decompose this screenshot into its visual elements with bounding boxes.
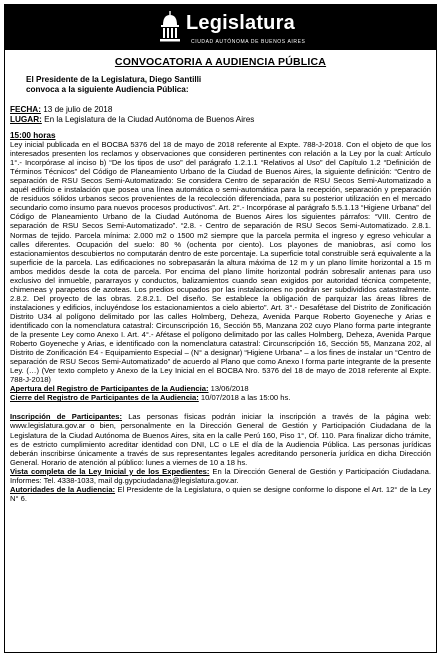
cierre-value: 10/07/2018 a las 15:00 hs. (198, 393, 291, 403)
hora-heading: 15:00 horas (10, 131, 56, 140)
brand-name: Legislatura (186, 12, 295, 34)
fecha-value: 13 de julio de 2018 (40, 105, 113, 114)
cierre-row (10, 393, 431, 402)
intro-line-1: El Presidente de la Legislatura, Diego Santilli (26, 75, 202, 84)
building-dome-icon (158, 11, 182, 43)
vista-label: Vista completa de la Ley Inicial y de los Expedientes: (10, 466, 210, 476)
inscripcion-value: Las personas físicas podrán iniciar la inscripción a través de la página web: www.legislatura.gov.ar o bien, personalmente en la Dirección General de Gestión y Participación Ciudadana de la Legislatura de la Ciudad Autónoma de Buenos Aires, sita en la calle Perú 160, Piso 1°, Of. 110. Para finalizar dicho trámite, es de estricto cumplimiento acreditar identidad con DNI, LC o LE el día de la Audiencia Pública. Las personas jurídicas deberán inscribirse únicamente a través de sus representantes legales acreditando personería jurídica en dicha Dirección General. Horario de atención al público: lunes a viernes de 10 a 18 hs. (10, 412, 432, 467)
fecha-label: FECHA: (10, 105, 41, 114)
lugar-row (10, 115, 436, 125)
apertura-label: Apertura del Registro de Participantes de la Audiencia: (10, 384, 209, 394)
intro-line-2: convoca a la siguiente Audiencia Pública: (26, 85, 189, 94)
lugar-value: En la Legislatura de la Ciudad Autónoma de Buenos Aires (41, 115, 255, 124)
notice-page (4, 4, 437, 653)
autoridades-row (10, 485, 431, 503)
autoridades-label: Autoridades de la Audiencia: (10, 484, 116, 494)
vista-value: En la Dirección General de Gestión y Participación Ciudadana. Informes: Tel. 4338-1033, mail dg.gypciudadana@legislatura.gov.ar. (10, 466, 431, 485)
brand-subtitle: CIUDAD AUTÓNOMA DE BUENOS AIRES (191, 39, 306, 45)
cierre-label: Cierre del Registro de Participantes de la Audiencia: (10, 393, 199, 403)
header-banner (5, 5, 436, 50)
fecha-row (10, 105, 436, 115)
vista-row (10, 467, 431, 485)
intro-block (26, 75, 436, 95)
lugar-label: LUGAR: (10, 115, 42, 124)
apertura-value: 13/06/2018 (208, 384, 249, 394)
ley-paragraph: Ley inicial publicada en el BOCBA 5376 del 18 de mayo de 2018 referente al Expte. 788-J-2018. Con el objeto de que los interesados presenten los reclamos y observaciones que consideren pertinentes con relación a la Ley por la cual: Artículo 1°.- Incorpórase al inciso b) “De los tipos de uso” del parágrafo 1.2.1.1 “Relativos al Uso” del Capítulo 1.2 “Definición de Términos Técnicos” del Código de Planeamiento Urbano de la Ciudad de Buenos Aires, la siguiente definición: “Centro de separación de RSU Secos Semi-Automatizado: Se considera Centro de separación de RSU Secos Semi-Automatizado a aquél edificio e instalación que posea una línea automática o semi-automática para la recepción, separación y preparación de residuos sólidos urbanos secos provenientes de la recolección diferenciada, para su posterior utilización en el mercado secundario como insumo para nuevos procesos productivos”. Art. 2°.- Incorpórase al parágrafo 5.5.1.13 “Higiene Urbana” del Código de Planeamiento Urbano de la Ciudad Autónoma de Buenos Aires los siguientes párrafos: “VIII. Centro de separación de RSU Secos Semi-Automatizado”. “2.8. - Centro de separación de RSU Secos Semi-Automatizado. 2.8.1. Normas de tejido. Parcela mínima: 2.000 m2 o 1500 m2 siempre que la parcela permita el ingreso y egreso vehicular a calles diferentes. Ocupación del suelo: 80 % (ochenta por ciento). Los playones de maniobras, así como los estacionamientos descubiertos no computarán dentro de este porcentaje. La superficie total construible será equivalente a la superficie de la parcela. Las edificaciones no sobrepasarán la altura máxima de 12 m y un plano límite horizontal a 15 m ambos medidos desde la cota de parcela. Por encima del plano límite horizontal podrán sobresalir antenas para uso exclusivo del inmueble, pararrayos y conductos, balizamientos cuando sean exigidos por autoridad técnica competente, chimeneas y parapetos de azoteas. Los predios ocupados por las instalaciones no podrán ser subdivididos catastralmente. 2.8.2. Del proyecto de las obras. 2.8.2.1. Del diseño. Se establece la obligación de parquizar las áreas libres de instalaciones y edificios, incluyéndose los estacionamientos a cielo abierto”. Art. 3°.- Desafétase del Distrito de Zonificación Distrito U34 al polígono delimitado por las calles Holmberg, Deheza, Avenida Parque Roberto Goyeneche y Arias e identificado con la nomenclatura catastral: Circunscripción 16, Sección 55, Manzana 202 cuyo Plano forma parte integrante de la presente Ley como Anexo I. Art. 4°.- Afétase el polígono delimitado por las calles Holmberg, Deheza, Avenida Parque Roberto Goyeneche y Arias, e identificado con la nomenclatura catastral: Circunscripción 16, Sección 55, Manzana 202, al Distrito de Zonificación E4 - Equipamiento Especial – (N° a designar) “Higiene Urbana” – a los fines de instalar un “Centro de separación de RSU Secos Semi-Automatizado” de acuerdo al Plano que como Anexo I forma parte integrante de la presente Ley. (…) (Ver texto completo y Anexo de la Ley Inicial en el BOCBA Nro. 5376 del 18 de mayo de 2018 referente al Expte. 788-J-2018) (10, 140, 431, 385)
meta-block (10, 105, 436, 125)
page-title: CONVOCATORIA A AUDIENCIA PÚBLICA (114, 56, 327, 68)
inscripcion-row (10, 412, 431, 466)
notice-body (5, 131, 436, 503)
autoridades-value: El Presidente de la Legislatura, o quien se designe conforme lo dispone el Art. 12° de la Ley N° 6. (10, 484, 431, 503)
inscripcion-label: Inscripción de Participantes: (10, 412, 122, 422)
apertura-row (10, 384, 431, 393)
